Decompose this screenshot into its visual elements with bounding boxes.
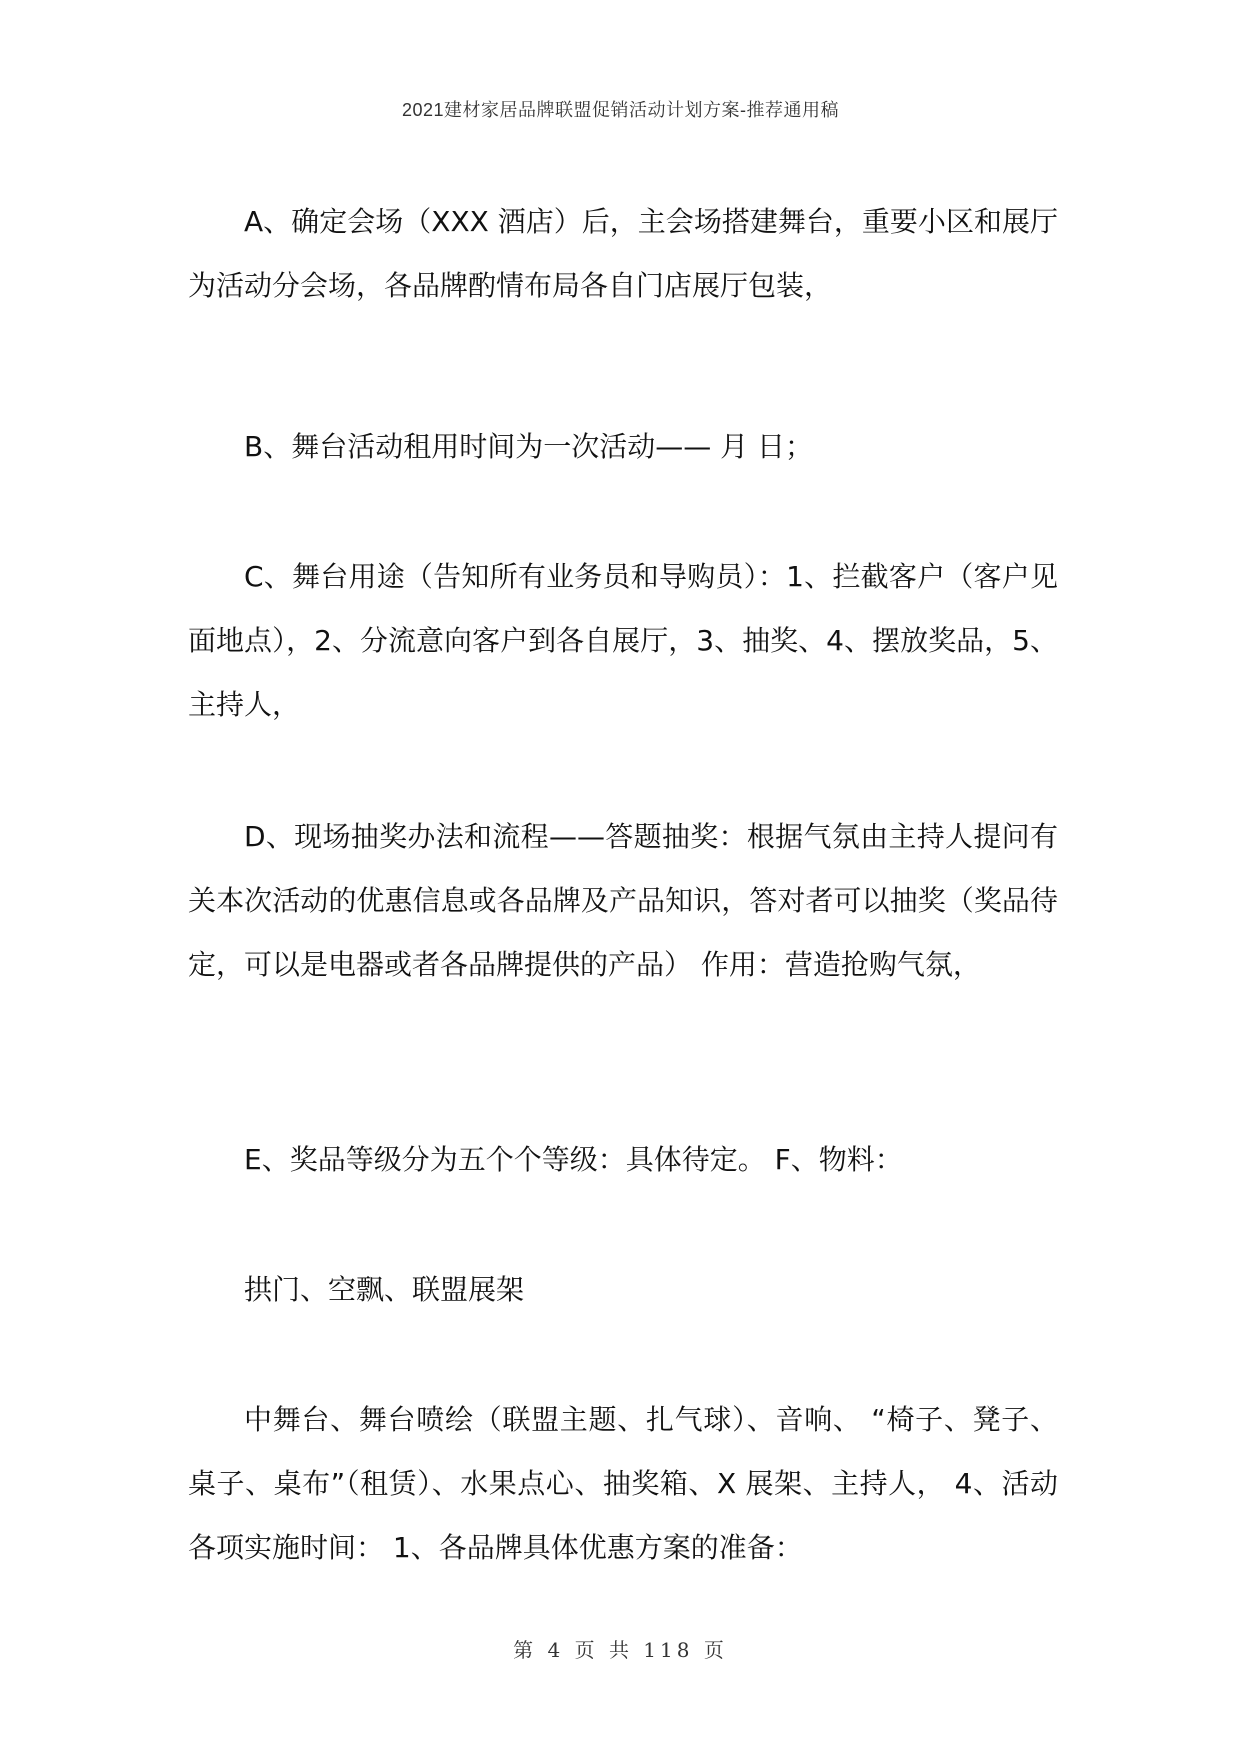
- paragraph-d: D、现场抽奖办法和流程——答题抽奖：根据气氛由主持人提问有关本次活动的优惠信息或各品牌及产品知识，答对者可以抽奖（奖品待定，可以是电器或者各品牌提供的产品） 作用：营造抢购气氛，: [188, 820, 1058, 981]
- paragraph-e: E、奖品等级分为五个个等级：具体待定。 F、物料：: [244, 1143, 903, 1176]
- paragraph-c: C、舞台用途（告知所有业务员和导购员）：1、拦截客户（客户见面地点），2、分流意向客户到各自展厅，3、抽奖、4、摆放奖品，5、主持人，: [188, 560, 1058, 721]
- paragraph-a: A、确定会场（XXX 酒店）后，主会场搭建舞台，重要小区和展厅为活动分会场，各品牌酌情布局各自门店展厅包装，: [188, 205, 1058, 302]
- page-number-footer: 第 4 页 共 118 页: [513, 1638, 728, 1662]
- page-header-title: 2021建材家居品牌联盟促销活动计划方案-推荐通用稿: [401, 100, 840, 120]
- paragraph-materials-list: 拱门、空飘、联盟展架: [244, 1273, 525, 1306]
- paragraph-stage-items: 中舞台、舞台喷绘（联盟主题、扎气球）、音响、 “椅子、凳子、桌子、桌布”（租赁）、水果点心、抽奖箱、X 展架、主持人， 4、活动各项实施时间： 1、各品牌具体优惠方案的准备：: [188, 1403, 1058, 1564]
- paragraph-b: B、舞台活动租用时间为一次活动—— 月 日；: [244, 430, 814, 463]
